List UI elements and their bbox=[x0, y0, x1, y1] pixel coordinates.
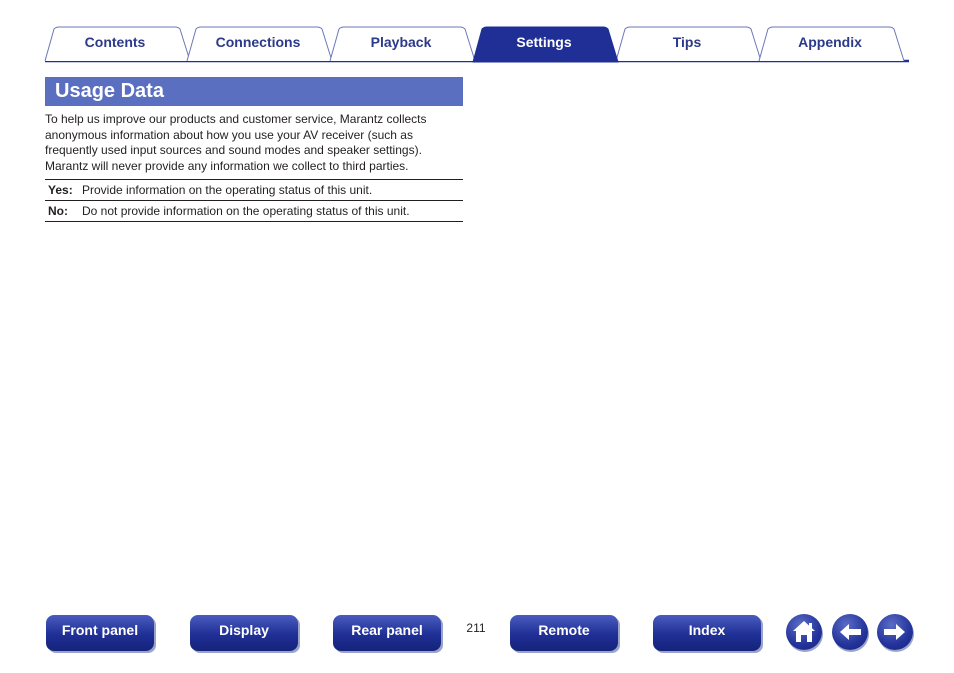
options-table bbox=[45, 179, 463, 222]
intro-line: frequently used input sources and sound modes and speaker settings). bbox=[45, 143, 422, 157]
section-title: Usage Data bbox=[45, 77, 463, 106]
tab-shapes bbox=[0, 0, 954, 64]
home-icon bbox=[786, 614, 822, 650]
index-button[interactable]: Index bbox=[653, 615, 761, 651]
option-key: No: bbox=[48, 204, 68, 218]
display-button[interactable]: Display bbox=[190, 615, 298, 651]
front-panel-button[interactable]: Front panel bbox=[46, 615, 154, 651]
option-key: Yes: bbox=[48, 183, 73, 197]
intro-line: anonymous information about how you use your AV receiver (such as bbox=[45, 127, 413, 142]
tab-contents[interactable]: Contents bbox=[84, 34, 146, 50]
option-description: Do not provide information on the operating status of this unit. bbox=[82, 204, 410, 218]
rear-panel-button[interactable]: Rear panel bbox=[333, 615, 441, 651]
remote-button[interactable]: Remote bbox=[510, 615, 618, 651]
home-button[interactable] bbox=[786, 614, 822, 650]
page-number: 211 bbox=[466, 621, 486, 635]
intro-paragraph bbox=[45, 112, 463, 174]
tab-connections[interactable]: Connections bbox=[215, 34, 301, 50]
top-tab-bar bbox=[0, 0, 954, 64]
intro-line: Marantz will never provide any information we collect to third parties. bbox=[45, 158, 409, 173]
option-row-no bbox=[45, 201, 463, 222]
forward-button[interactable] bbox=[877, 614, 913, 650]
tab-settings[interactable]: Settings bbox=[516, 34, 572, 50]
tab-appendix[interactable]: Appendix bbox=[798, 34, 862, 50]
option-row-yes bbox=[45, 180, 463, 201]
intro-line: To help us improve our products and customer service, Marantz collects bbox=[45, 112, 427, 126]
option-description: Provide information on the operating status of this unit. bbox=[82, 183, 373, 197]
back-button[interactable] bbox=[832, 614, 868, 650]
tab-playback[interactable]: Playback bbox=[370, 34, 432, 50]
arrow-right-icon bbox=[877, 614, 913, 650]
tab-tips[interactable]: Tips bbox=[672, 34, 702, 50]
arrow-left-icon bbox=[832, 614, 868, 650]
